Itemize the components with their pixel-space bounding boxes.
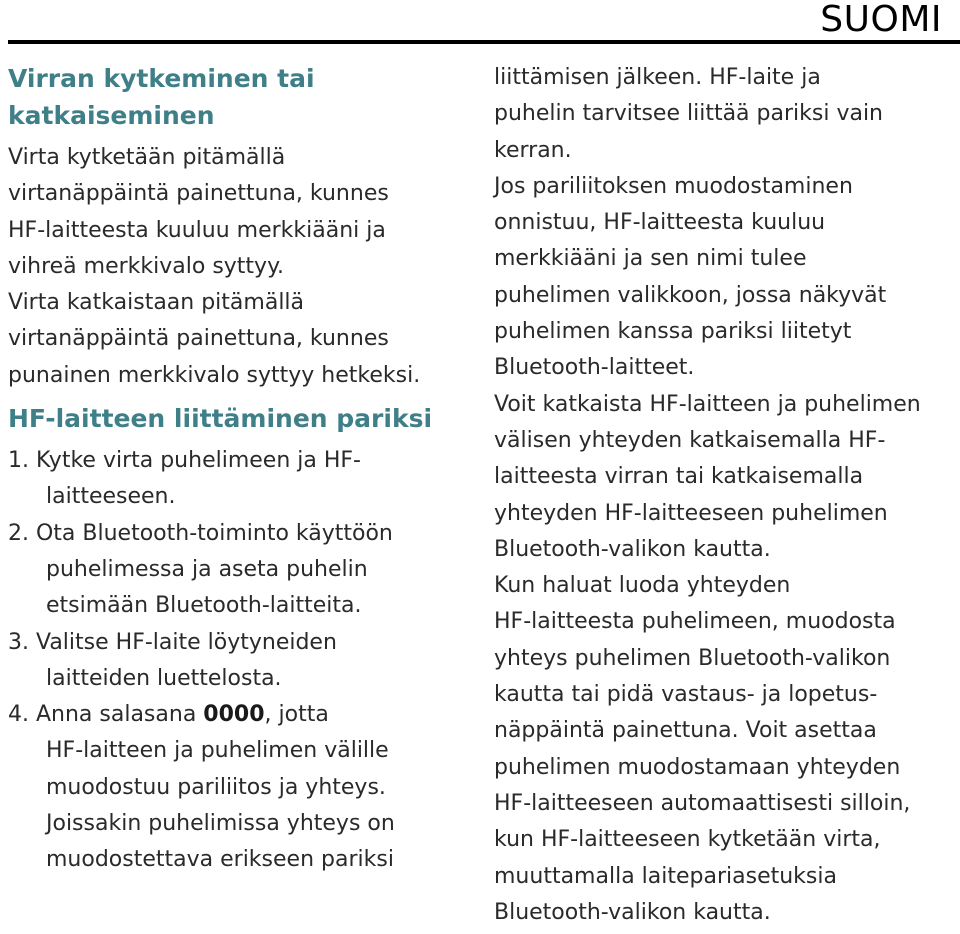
heading-line: katkaiseminen [8,101,215,130]
step-line: laitteeseen. [46,484,176,510]
step-line: HF-laitteen ja puhelimen välille [46,738,389,764]
list-item [8,516,478,625]
section-power-title [8,60,478,134]
step-line: puhelimessa ja aseta puhelin [46,556,368,582]
text-line: puhelimen kanssa pariksi liitetyt [494,319,852,345]
text-line: HF-laitteeseen automaattisesti silloin, [494,790,911,816]
text-line: Virta kytketään pitämällä [8,145,286,170]
page-language-label: SUOMI [820,0,942,40]
step-prefix: 4. Anna salasana [8,702,204,728]
text-line: Jos pariliitoksen muodostaminen [494,173,853,199]
step-first-line: 2. Ota Bluetooth-toiminto käyttöön [8,520,393,546]
text-line: liittämisen jälkeen. HF-laite ja [494,65,821,90]
text-line: yhteys puhelimen Bluetooth-valikon [494,645,891,671]
power-off-paragraph [8,285,478,394]
text-line: yhteyden HF-laitteeseen puhelimen [494,500,888,526]
power-on-paragraph [8,140,478,285]
text-line: puhelimen valikkoon, jossa näkyvät [494,282,887,308]
text-line: Voit katkaista HF-laitteen ja puhelimen [494,391,921,417]
left-column [8,60,478,879]
text-line: virtanäppäintä painettuna, kunnes [8,326,389,352]
text-line: näppäintä painettuna. Voit asettaa [494,718,877,744]
step-first-line [8,697,478,733]
passcode: 0000 [203,702,265,728]
text-line: Virta katkaistaan pitämällä [8,290,305,316]
step-line: Joissakin puhelimissa yhteys on [46,811,395,837]
text-line: Kun haluat luoda yhteyden [494,573,791,599]
pairing-success-paragraph [494,169,960,387]
pairing-continued-paragraph [494,60,960,169]
text-line: HF-laitteesta kuuluu merkkiääni ja [8,217,386,243]
text-line: onnistuu, HF-laitteesta kuuluu [494,210,826,236]
right-column [494,60,960,931]
step-line: etsimään Bluetooth-laitteita. [46,593,362,619]
list-item [8,443,478,516]
text-line: punainen merkkivalo syttyy hetkeksi. [8,362,421,388]
text-line: puhelimen muodostamaan yhteyden [494,754,901,780]
section-pairing-title: HF-laitteen liittäminen pariksi [8,404,433,434]
disconnect-paragraph [494,387,960,568]
text-line: Bluetooth-laitteet. [494,355,695,381]
text-line: Bluetooth-valikon kautta. [494,536,771,562]
header-rule [8,40,960,44]
text-line: laitteesta virran tai katkaisemalla [494,464,864,490]
text-line: Bluetooth-valikon kautta. [494,899,771,925]
step-first-line: 3. Valitse HF-laite löytyneiden [8,629,337,655]
step-first-line: 1. Kytke virta puhelimeen ja HF- [8,448,361,474]
step-line: muodostettava erikseen pariksi [46,847,394,873]
connect-paragraph [494,568,960,931]
list-item [8,697,478,878]
step-line: muodostuu pariliitos ja yhteys. [46,774,386,800]
text-line: HF-laitteesta puhelimeen, muodosta [494,609,896,635]
text-line: merkkiääni ja sen nimi tulee [494,246,807,272]
text-line: puhelin tarvitsee liittää pariksi vain [494,101,883,127]
text-line: välisen yhteyden katkaisemalla HF- [494,427,886,453]
text-line: kun HF-laitteeseen kytketään virta, [494,827,881,853]
step-suffix: , jotta [264,702,329,728]
heading-line: Virran kytkeminen tai [8,64,315,93]
text-line: virtanäppäintä painettuna, kunnes [8,181,389,207]
text-line: vihreä merkkivalo syttyy. [8,253,284,279]
text-line: kerran. [494,137,572,163]
text-line: kautta tai pidä vastaus- ja lopetus- [494,682,878,708]
text-line: muuttamalla laitepariasetuksia [494,863,837,889]
pairing-steps-list [8,443,478,879]
step-line: laitteiden luettelosta. [46,665,282,691]
list-item [8,625,478,698]
